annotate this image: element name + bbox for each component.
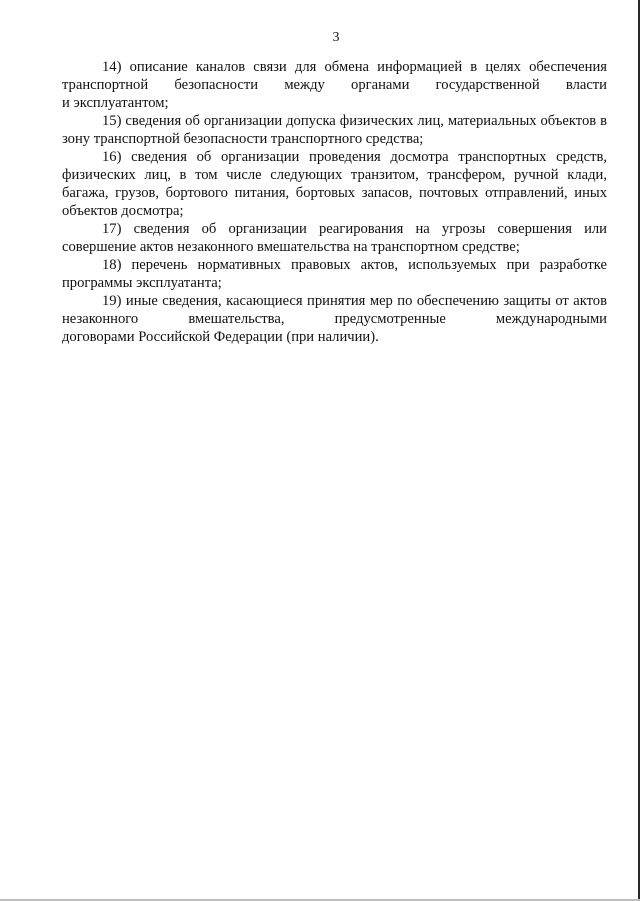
list-item-19 [62, 292, 607, 346]
list-item-19-tail: договорами Российской Федерации (при наличии). [62, 329, 379, 345]
list-item-17: 17) сведения об организации реагирования на угрозы совершения или совершение актов незаконного вмешательства на транспортном средстве; [62, 221, 607, 255]
document-body [62, 58, 607, 346]
list-item-15: 15) сведения об организации допуска физических лиц, материальных объектов в зону транспортной безопасности транспортного средства; [62, 113, 607, 147]
page-number: 3 [332, 30, 340, 45]
list-item-14 [62, 58, 607, 112]
list-item-19-text: 19) иные сведения, касающиеся принятия мер по обеспечению защиты от актов незаконного вмешательства, предусмотренные международными [62, 293, 607, 327]
list-item-14-tail: и эксплуатантом; [62, 95, 169, 111]
list-item-16: 16) сведения об организации проведения досмотра транспортных средств, физических лиц, в том числе следующих транзитом, трансфером, ручной клади, багажа, грузов, бортового питания, бортовых запасов, почтовых отправлений, иных объектов досмотра; [62, 149, 607, 219]
list-item-14-text: 14) описание каналов связи для обмена информацией в целях обеспечения транспортной безопасности между органами государственной власти [62, 59, 607, 93]
list-item-18: 18) перечень нормативных правовых актов, используемых при разработке программы эксплуатанта; [62, 257, 607, 291]
